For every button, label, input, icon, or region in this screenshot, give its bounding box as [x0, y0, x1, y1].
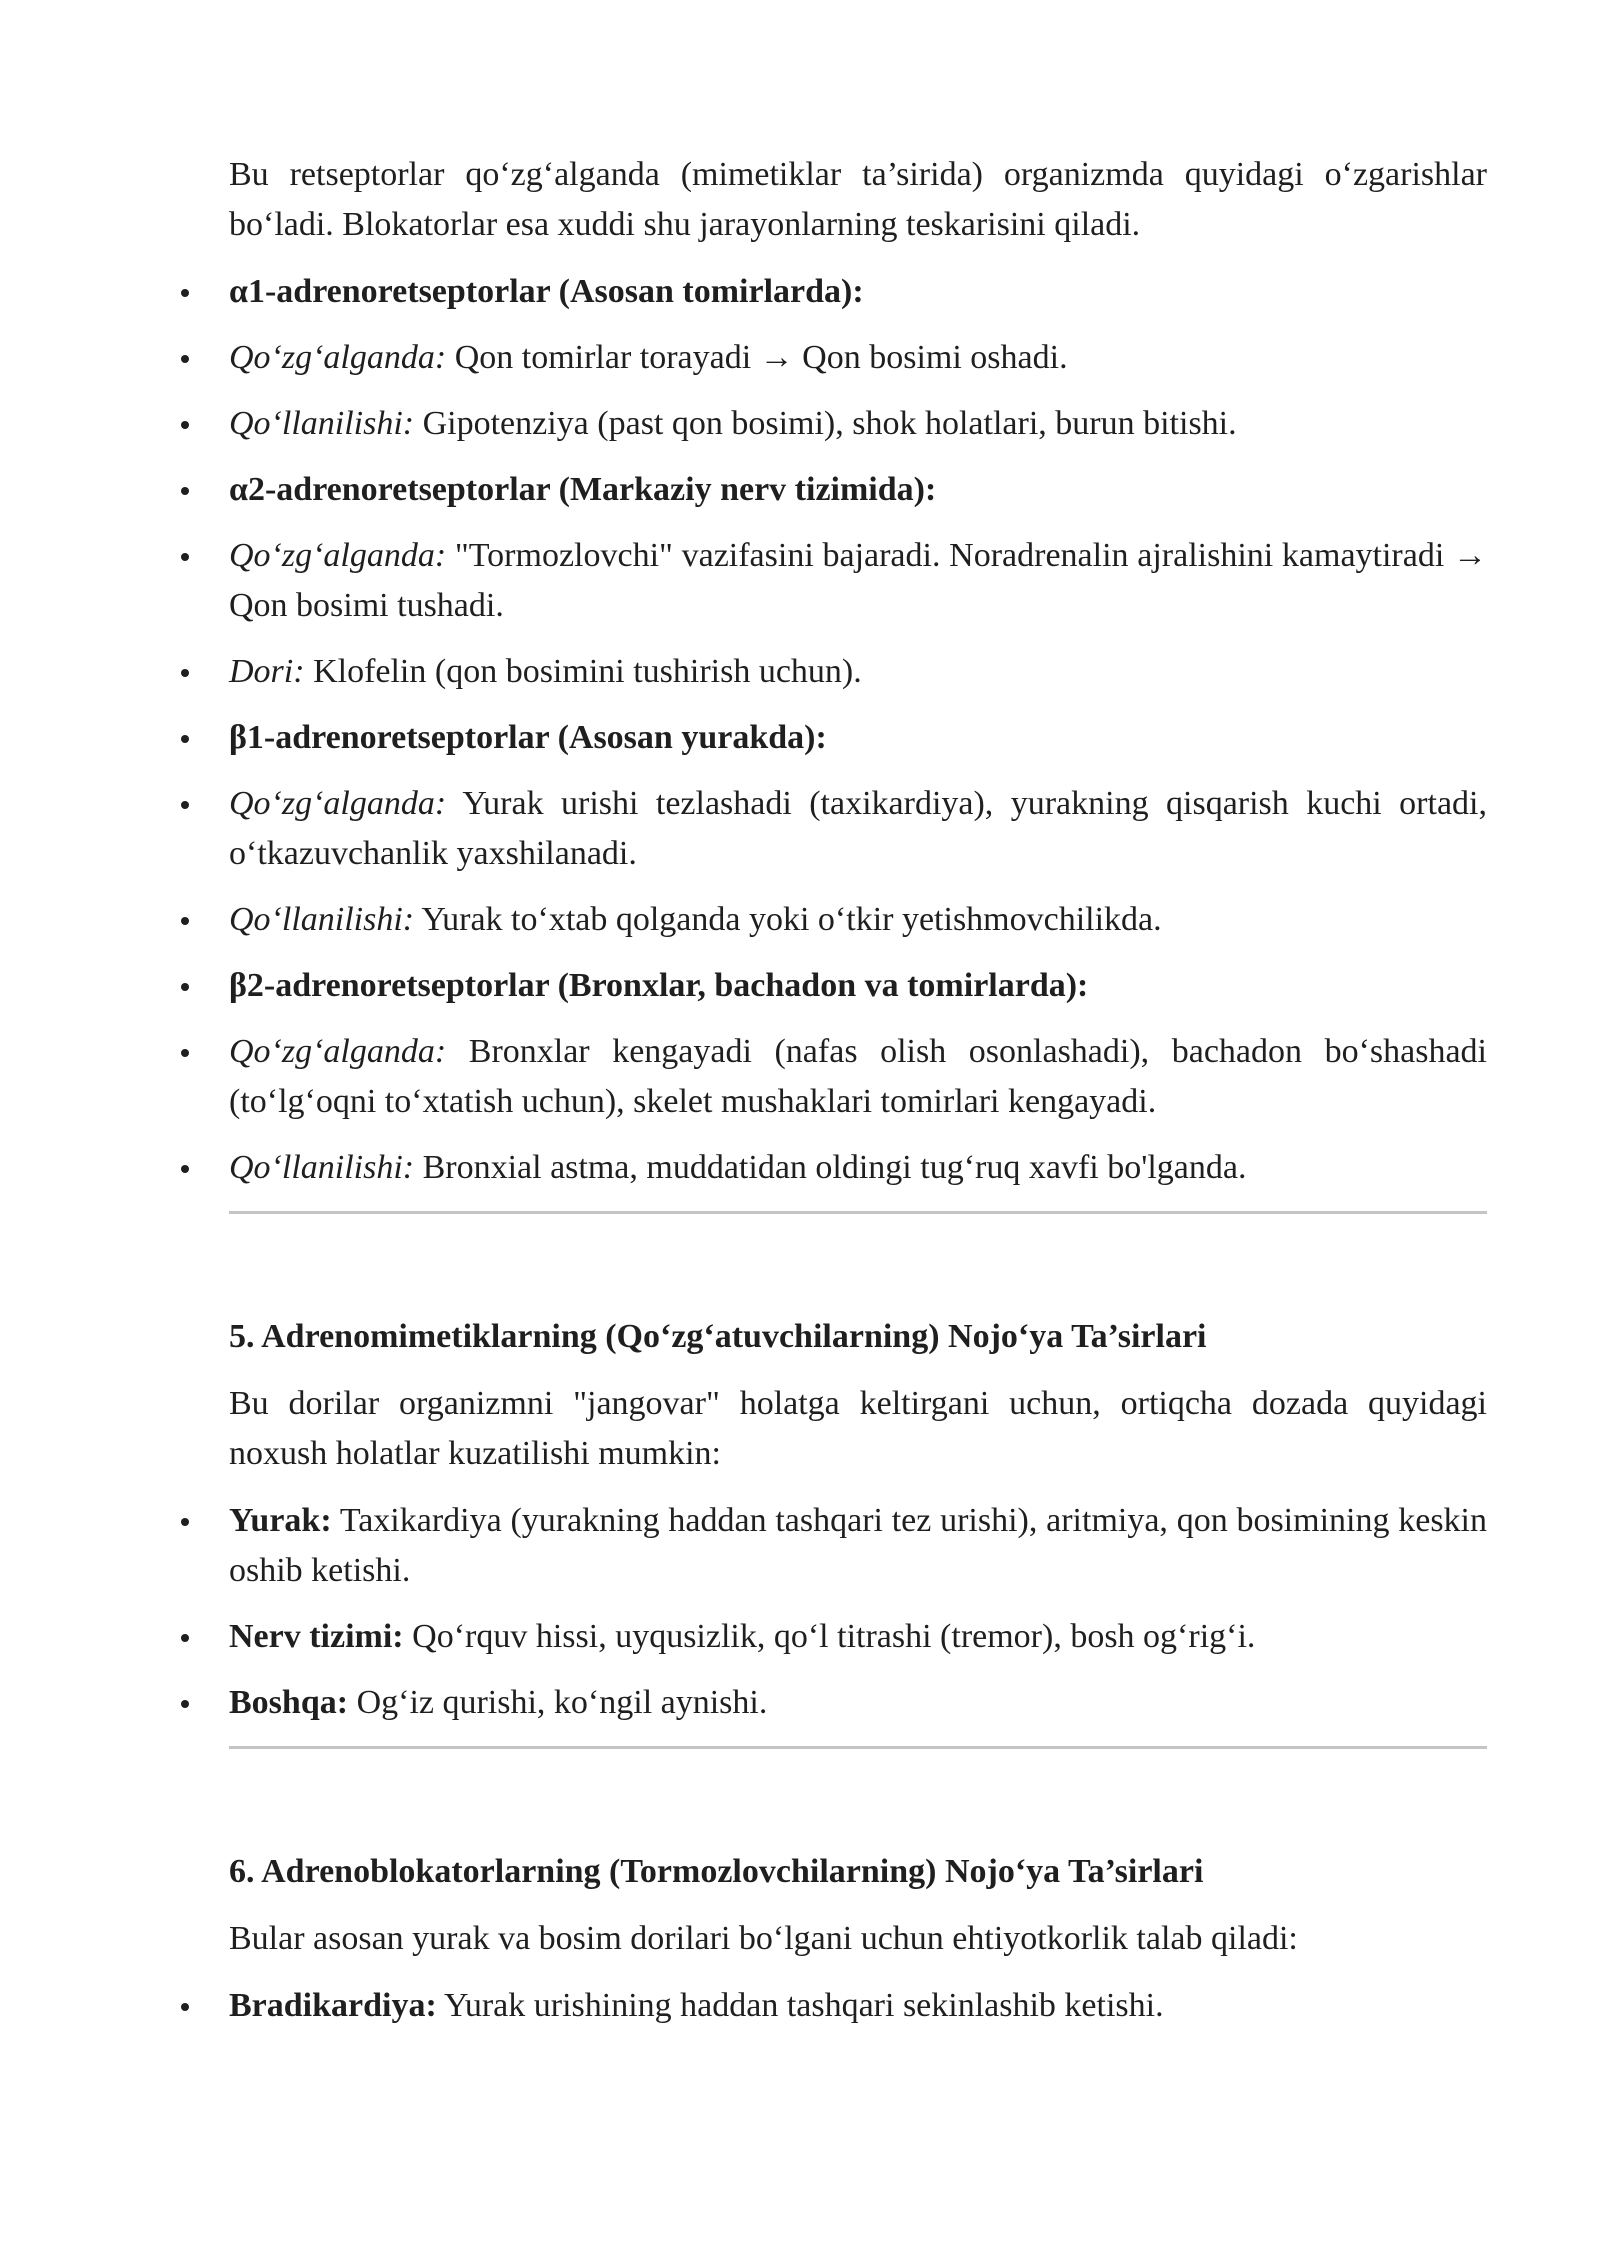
list-item: [229, 1143, 1487, 1193]
section-6-intro: Bular asosan yurak va bosim dorilari bo‘lgani uchun ehtiyotkorlik talab qiladi:: [229, 1920, 1298, 1957]
item-text: Bronxlar kengayadi (nafas olish osonlashadi), bachadon bo‘shashadi (to‘lg‘oqni to‘xtatish uchun), skelet mushaklari tomirlari kengayadi.: [229, 1033, 1487, 1120]
list-item: [229, 895, 1487, 945]
list-item: [229, 1612, 1487, 1662]
item-label: Qo‘zg‘alganda:: [229, 537, 447, 574]
receptor-heading-beta1: [229, 713, 1487, 763]
item-text: Qo‘rquv hissi, uyqusizlik, qo‘l titrashi (tremor), bosh og‘rig‘i.: [403, 1618, 1256, 1655]
receptor-heading-text: β1-adrenoretseptorlar (Asosan yurakda):: [229, 719, 827, 756]
receptor-heading-alpha2: [229, 465, 1487, 515]
list-item: [229, 1027, 1487, 1127]
receptor-heading-text: α1-adrenoretseptorlar (Asosan tomirlarda):: [229, 273, 864, 310]
list-item: [229, 399, 1487, 449]
item-text: Gipotenziya (past qon bosimi), shok holatlari, burun bitishi.: [414, 405, 1237, 442]
item-label: Qo‘llanilishi:: [229, 901, 415, 938]
section-5-intro: Bu dorilar organizmni "jangovar" holatga keltirgani uchun, ortiqcha dozada quyidagi noxush holatlar kuzatilishi mumkin:: [229, 1385, 1487, 1472]
list-item: [229, 779, 1487, 879]
item-label: Yurak:: [229, 1502, 332, 1539]
section-5-list: [229, 1496, 1487, 1728]
list-item: [229, 647, 1487, 697]
list-item: [229, 1678, 1487, 1728]
item-label: Qo‘zg‘alganda:: [229, 785, 447, 822]
item-label: Qo‘zg‘alganda:: [229, 339, 447, 376]
list-item: [229, 1981, 1487, 2031]
intro-paragraph: Bu retseptorlar qo‘zg‘alganda (mimetiklar ta’sirida) organizmda quyidagi o‘zgarishlar bo‘ladi. Blokatorlar esa xuddi shu jarayonlarning teskarisini qiladi.: [229, 156, 1487, 243]
item-text: Qon tomirlar torayadi → Qon bosimi oshadi.: [446, 339, 1068, 376]
section-6-list: [229, 1981, 1487, 2031]
receptor-heading-text: α2-adrenoretseptorlar (Markaziy nerv tizimida):: [229, 471, 937, 508]
item-text: Klofelin (qon bosimini tushirish uchun).: [304, 653, 862, 690]
item-label: Bradikardiya:: [229, 1987, 437, 2024]
item-label: Dori:: [229, 653, 305, 690]
section-6-title: 6. Adrenoblokatorlarning (Tormozlovchilarning) Nojo‘ya Ta’sirlari: [229, 1853, 1204, 1890]
item-text: Yurak urishining haddan tashqari sekinlashib ketishi.: [436, 1987, 1164, 2024]
item-text: Og‘iz qurishi, ko‘ngil aynishi.: [348, 1684, 768, 1721]
receptor-list: [229, 267, 1487, 1193]
receptor-heading-alpha1: [229, 267, 1487, 317]
item-label: Qo‘llanilishi:: [229, 1149, 415, 1186]
section-5-title: 5. Adrenomimetiklarning (Qo‘zg‘atuvchilarning) Nojo‘ya Ta’sirlari: [229, 1318, 1207, 1355]
document-content: [229, 150, 1487, 2047]
item-label: Qo‘zg‘alganda:: [229, 1033, 447, 1070]
list-item: [229, 333, 1487, 383]
item-text: Yurak to‘xtab qolganda yoki o‘tkir yetishmovchilikda.: [414, 901, 1162, 938]
item-text: Taxikardiya (yurakning haddan tashqari tez urishi), aritmiya, qon bosimining keskin oshib ketishi.: [229, 1502, 1487, 1589]
receptor-heading-beta2: [229, 961, 1487, 1011]
item-label: Nerv tizimi:: [229, 1618, 404, 1655]
item-text: "Tormozlovchi" vazifasini bajaradi. Noradrenalin ajralishini kamaytiradi → Qon bosimi tushadi.: [229, 537, 1487, 624]
list-item: [229, 531, 1487, 631]
item-label: Qo‘llanilishi:: [229, 405, 415, 442]
receptor-heading-text: β2-adrenoretseptorlar (Bronxlar, bachadon va tomirlarda):: [229, 967, 1089, 1004]
list-item: [229, 1496, 1487, 1596]
item-text: Bronxial astma, muddatidan oldingi tug‘ruq xavfi bo'lganda.: [414, 1149, 1247, 1186]
item-text: Yurak urishi tezlashadi (taxikardiya), yurakning qisqarish kuchi ortadi, o‘tkazuvchanlik yaxshilanadi.: [229, 785, 1487, 872]
item-label: Boshqa:: [229, 1684, 349, 1721]
